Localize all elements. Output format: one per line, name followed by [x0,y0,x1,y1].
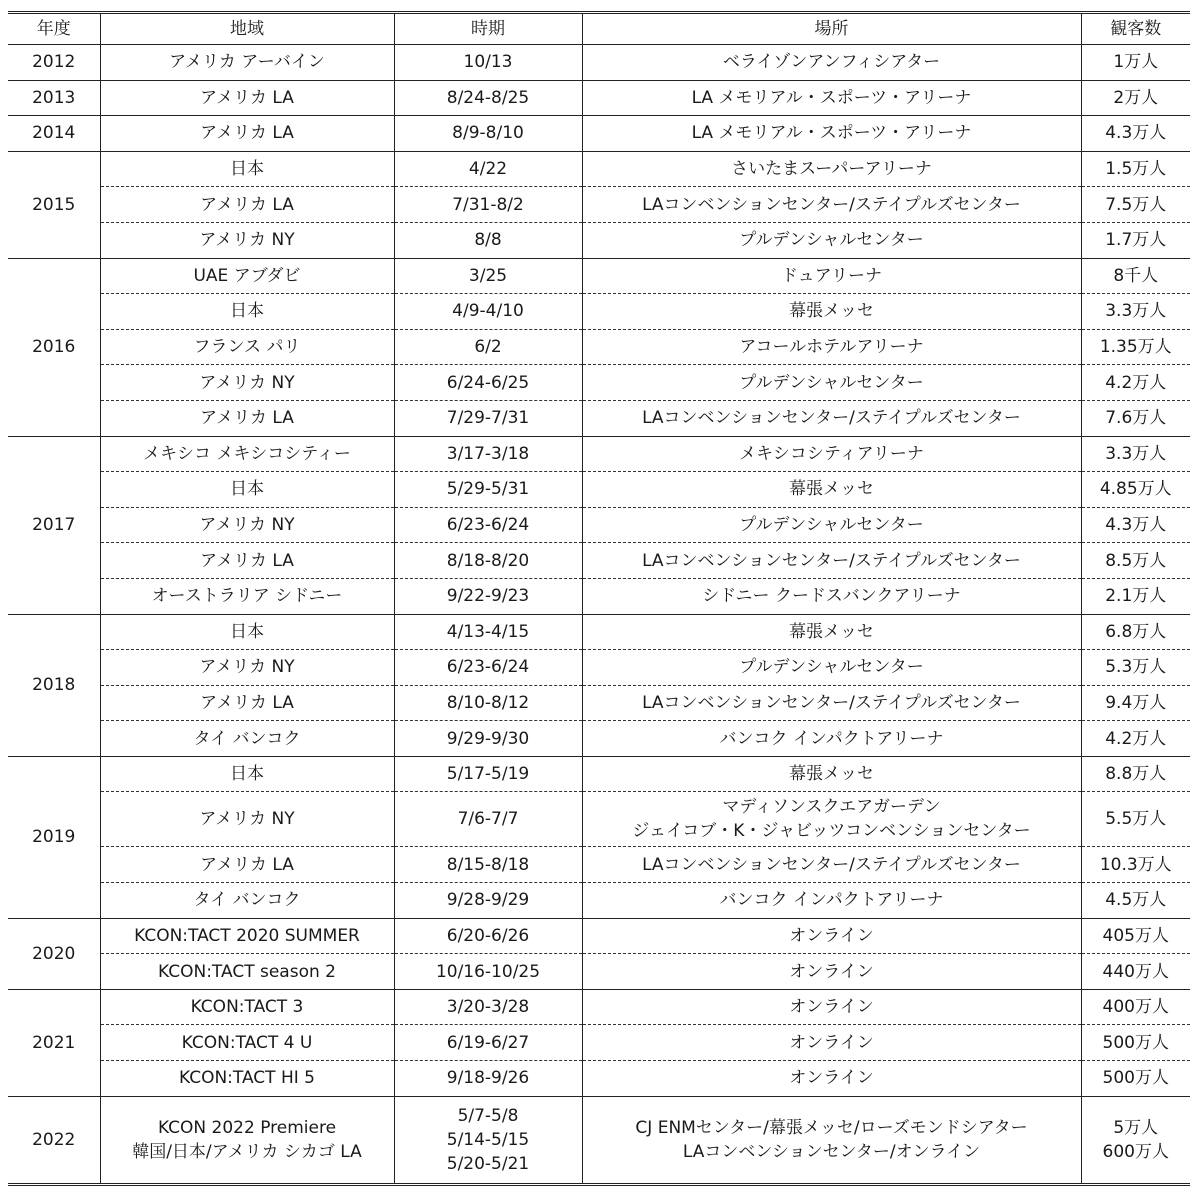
period-cell: 9/29-9/30 [394,721,582,757]
table-row [8,989,1190,1025]
venue-cell: オンライン [582,1025,1081,1061]
audience-cell: 8.5万人 [1081,543,1190,579]
audience-cell: 9.4万人 [1081,685,1190,721]
year-cell: 2021 [8,989,100,1096]
table-row [8,80,1190,116]
year-cell: 2016 [8,258,100,436]
audience-cell: 1.5万人 [1081,151,1190,187]
period-cell: 6/23-6/24 [394,507,582,543]
period-cell: 5/17-5/19 [394,756,582,792]
table-row [8,543,1190,579]
region-cell: メキシコ メキシコシティー [100,436,394,472]
table-row [8,721,1190,757]
region-cell: タイ バンコク [100,883,394,919]
region-cell: アメリカ LA [100,187,394,223]
venue-cell [582,1096,1081,1184]
table-row [8,1025,1190,1061]
venue-cell: バンコク インパクトアリーナ [582,883,1081,919]
audience-cell: 7.6万人 [1081,400,1190,436]
year-cell: 2017 [8,436,100,614]
table-row [8,1096,1190,1184]
year-cell: 2022 [8,1096,100,1184]
kcon-history-table [8,11,1190,1186]
period-cell: 9/22-9/23 [394,578,582,614]
venue-cell: プルデンシャルセンター [582,650,1081,686]
period-cell: 8/10-8/12 [394,685,582,721]
region-cell: UAE アブダビ [100,258,394,294]
table-row [8,400,1190,436]
table-row [8,847,1190,883]
table-row [8,187,1190,223]
table-row [8,365,1190,401]
venue-cell: LAコンベンションセンター/ステイプルズセンター [582,685,1081,721]
period-cell: 8/9-8/10 [394,116,582,152]
period-cell: 6/23-6/24 [394,650,582,686]
region-cell: フランス パリ [100,329,394,365]
venue-cell: バンコク インパクトアリーナ [582,721,1081,757]
audience-cell: 1.7万人 [1081,222,1190,258]
region-cell: KCON:TACT 3 [100,989,394,1025]
venue-line-1: CJ ENMセンター/幕張メッセ/ローズモンドシアター [635,1117,1028,1138]
audience-cell: 4.2万人 [1081,365,1190,401]
audience-cell: 500万人 [1081,1025,1190,1061]
table-row [8,472,1190,508]
table-row [8,578,1190,614]
period-cell: 8/8 [394,222,582,258]
audience-cell: 400万人 [1081,989,1190,1025]
audience-cell: 1万人 [1081,45,1190,81]
year-cell: 2014 [8,116,100,152]
region-cell: アメリカ LA [100,116,394,152]
venue-cell [582,792,1081,847]
table-row [8,329,1190,365]
region-cell: 日本 [100,756,394,792]
table-row [8,756,1190,792]
audience-cell: 4.2万人 [1081,721,1190,757]
table-row [8,883,1190,919]
audience-cell: 5.3万人 [1081,650,1190,686]
venue-cell: LAコンベンションセンター/ステイプルズセンター [582,847,1081,883]
period-cell: 4/13-4/15 [394,614,582,650]
venue-cell: プルデンシャルセンター [582,507,1081,543]
venue-cell: 幕張メッセ [582,294,1081,330]
venue-cell: LAコンベンションセンター/ステイプルズセンター [582,187,1081,223]
period-cell: 6/19-6/27 [394,1025,582,1061]
period-cell: 6/2 [394,329,582,365]
region-cell: 日本 [100,151,394,187]
region-cell [100,1096,394,1184]
region-cell: アメリカ NY [100,792,394,847]
table-row [8,258,1190,294]
region-cell: アメリカ LA [100,400,394,436]
audience-cell: 2万人 [1081,80,1190,116]
region-cell: KCON:TACT 2020 SUMMER [100,918,394,954]
region-cell: アメリカ NY [100,507,394,543]
region-cell: 日本 [100,294,394,330]
region-cell: タイ バンコク [100,721,394,757]
audience-line-1: 5万人 [1113,1117,1159,1138]
region-cell: KCON:TACT HI 5 [100,1061,394,1097]
year-cell: 2012 [8,45,100,81]
period-cell: 10/16-10/25 [394,954,582,990]
venue-cell: プルデンシャルセンター [582,365,1081,401]
venue-cell: さいたまスーパーアリーナ [582,151,1081,187]
header-venue: 場所 [582,13,1081,45]
venue-cell: シドニー クードスバンクアリーナ [582,578,1081,614]
table-row [8,116,1190,152]
venue-cell: プルデンシャルセンター [582,222,1081,258]
venue-cell: LA メモリアル・スポーツ・アリーナ [582,116,1081,152]
table-row [8,151,1190,187]
table-row [8,954,1190,990]
header-year: 年度 [8,13,100,45]
region-cell: KCON:TACT season 2 [100,954,394,990]
table-row [8,222,1190,258]
period-cell: 8/15-8/18 [394,847,582,883]
period-cell: 7/31-8/2 [394,187,582,223]
region-cell: アメリカ LA [100,80,394,116]
audience-cell: 5.5万人 [1081,792,1190,847]
year-cell: 2015 [8,151,100,258]
region-line-2: 韓国/日本/アメリカ シカゴ LA [132,1141,362,1162]
year-cell: 2018 [8,614,100,756]
table-wrapper [8,11,1190,1186]
audience-line-2: 600万人 [1102,1141,1169,1162]
table-row [8,792,1190,847]
venue-line-1: マディソンスクエアガーデン [722,797,941,818]
region-cell: アメリカ NY [100,650,394,686]
region-cell: アメリカ LA [100,847,394,883]
venue-line-2: ジェイコブ・K・ジャビッツコンベンションセンター [632,821,1031,842]
period-cell [394,1096,582,1184]
audience-cell: 405万人 [1081,918,1190,954]
period-cell: 8/18-8/20 [394,543,582,579]
period-cell: 5/29-5/31 [394,472,582,508]
year-cell: 2013 [8,80,100,116]
audience-cell: 4.5万人 [1081,883,1190,919]
region-cell: 日本 [100,472,394,508]
venue-cell: ベライゾンアンフィシアター [582,45,1081,81]
region-cell: アメリカ NY [100,365,394,401]
venue-cell: 幕張メッセ [582,614,1081,650]
venue-cell: ドュアリーナ [582,258,1081,294]
table-row [8,614,1190,650]
region-cell: 日本 [100,614,394,650]
period-line-1: 5/7-5/8 [457,1105,519,1126]
audience-cell: 3.3万人 [1081,294,1190,330]
venue-cell: アコールホテルアリーナ [582,329,1081,365]
period-line-3: 5/20-5/21 [446,1153,530,1174]
period-cell: 3/25 [394,258,582,294]
audience-cell [1081,1096,1190,1184]
venue-cell: オンライン [582,989,1081,1025]
year-cell: 2020 [8,918,100,989]
table-row [8,685,1190,721]
audience-cell: 7.5万人 [1081,187,1190,223]
region-cell: アメリカ LA [100,685,394,721]
venue-cell: LA メモリアル・スポーツ・アリーナ [582,80,1081,116]
region-cell: オーストラリア シドニー [100,578,394,614]
venue-cell: LAコンベンションセンター/ステイプルズセンター [582,543,1081,579]
period-cell: 7/29-7/31 [394,400,582,436]
table-row [8,294,1190,330]
table-row [8,45,1190,81]
audience-cell: 3.3万人 [1081,436,1190,472]
region-cell: KCON:TACT 4 U [100,1025,394,1061]
period-cell: 6/24-6/25 [394,365,582,401]
period-cell: 10/13 [394,45,582,81]
table-row [8,507,1190,543]
audience-cell: 2.1万人 [1081,578,1190,614]
header-row [8,13,1190,45]
audience-cell: 4.85万人 [1081,472,1190,508]
audience-cell: 440万人 [1081,954,1190,990]
period-cell: 7/6-7/7 [394,792,582,847]
table-row [8,436,1190,472]
period-cell: 3/17-3/18 [394,436,582,472]
audience-cell: 1.35万人 [1081,329,1190,365]
header-region: 地域 [100,13,394,45]
period-cell: 6/20-6/26 [394,918,582,954]
period-line-2: 5/14-5/15 [446,1129,530,1150]
region-cell: アメリカ NY [100,222,394,258]
table-row [8,918,1190,954]
audience-cell: 10.3万人 [1081,847,1190,883]
header-period: 時期 [394,13,582,45]
venue-cell: 幕張メッセ [582,756,1081,792]
table-row [8,1061,1190,1097]
table-row [8,650,1190,686]
venue-cell: オンライン [582,1061,1081,1097]
audience-cell: 4.3万人 [1081,507,1190,543]
venue-line-2: LAコンベンションセンター/オンライン [682,1141,981,1162]
audience-cell: 8.8万人 [1081,756,1190,792]
venue-cell: LAコンベンションセンター/ステイプルズセンター [582,400,1081,436]
year-cell: 2019 [8,756,100,918]
region-cell: アメリカ LA [100,543,394,579]
venue-cell: 幕張メッセ [582,472,1081,508]
audience-cell: 8千人 [1081,258,1190,294]
audience-cell: 6.8万人 [1081,614,1190,650]
venue-cell: メキシコシティアリーナ [582,436,1081,472]
venue-cell: オンライン [582,918,1081,954]
region-cell: アメリカ アーバイン [100,45,394,81]
audience-cell: 4.3万人 [1081,116,1190,152]
period-cell: 9/28-9/29 [394,883,582,919]
region-line-1: KCON 2022 Premiere [157,1117,337,1138]
venue-cell: オンライン [582,954,1081,990]
audience-cell: 500万人 [1081,1061,1190,1097]
header-audience: 観客数 [1081,13,1190,45]
period-cell: 8/24-8/25 [394,80,582,116]
period-cell: 3/20-3/28 [394,989,582,1025]
period-cell: 4/22 [394,151,582,187]
period-cell: 4/9-4/10 [394,294,582,330]
period-cell: 9/18-9/26 [394,1061,582,1097]
